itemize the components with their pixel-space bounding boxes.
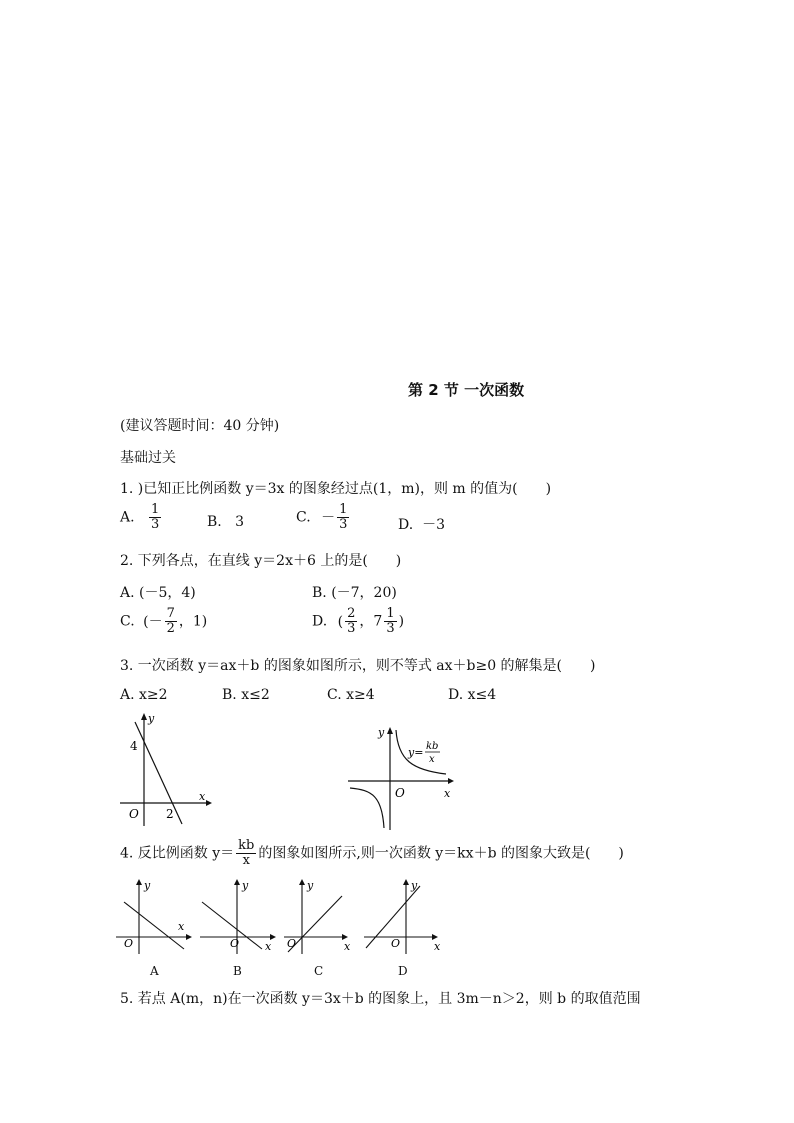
section-heading: 基础过关 <box>120 450 176 466</box>
question-4-stem <box>120 839 624 868</box>
question-2-option-b: B. (－7，20) <box>312 585 397 601</box>
y-intercept-label: 4 <box>130 739 138 753</box>
origin-label: O <box>230 937 240 950</box>
question-3-option-b: B. x≤2 <box>222 687 270 703</box>
x-axis-label: x <box>444 787 451 800</box>
option-d <box>398 514 445 534</box>
fraction-numerator: kb <box>238 838 255 853</box>
question-3-figure <box>110 708 220 828</box>
time-note: (建议答题时间：40 分钟) <box>120 418 280 434</box>
y-axis-label: y <box>148 712 155 725</box>
y-axis-label: y <box>144 879 151 892</box>
question-2-option-a: A. (－5，4) <box>120 585 196 601</box>
q4-option-d-label: D <box>398 964 408 978</box>
option-b <box>207 514 244 530</box>
fraction-numerator: 1 <box>151 502 160 517</box>
fraction-denominator: x <box>242 853 250 868</box>
option-line <box>288 896 342 952</box>
option-d-fraction-1 <box>345 607 357 636</box>
question-2-option-c <box>120 607 207 636</box>
option-c-open: (－ <box>143 613 163 630</box>
x-axis-label: x <box>265 940 272 953</box>
question-2-option-d <box>312 607 404 636</box>
fraction-numerator: 2 <box>347 606 356 621</box>
question-1-options <box>120 503 163 532</box>
option-d-close: ) <box>398 613 405 630</box>
option-a-fraction <box>149 503 161 532</box>
q4-option-a-graph <box>112 876 198 956</box>
question-2-stem: 2. 下列各点，在直线 y＝2x＋6 上的是( ) <box>120 553 402 569</box>
option-c <box>296 503 351 532</box>
question-3-option-c: C. x≥4 <box>327 687 375 703</box>
q4-option-b-label: B <box>233 964 242 978</box>
question-1-stem: 1. )已知正比例函数 y＝3x 的图象经过点(1，m)，则 m 的值为( ) <box>120 481 552 497</box>
section-title: 第 2 节 一次函数 <box>408 381 525 399</box>
fraction-denominator: 3 <box>347 621 356 636</box>
y-axis-arrow <box>387 727 393 734</box>
option-c-tail: ，1) <box>178 613 208 630</box>
question-3-option-a: A. x≥2 <box>120 687 168 703</box>
question-4-fraction <box>236 839 256 868</box>
q4-option-c-graph <box>280 876 360 956</box>
y-axis-arrow <box>299 879 305 885</box>
y-axis-arrow <box>234 879 240 885</box>
x-axis-arrow <box>206 800 212 806</box>
q4-option-a-label: A <box>150 964 159 978</box>
origin-label: O <box>129 807 139 821</box>
fraction-denominator: 3 <box>151 517 160 532</box>
option-d-text: －3 <box>422 517 446 533</box>
fraction-numerator: 1 <box>339 502 348 517</box>
question-3-stem: 3. 一次函数 y＝ax＋b 的图象如图所示，则不等式 ax＋b≥0 的解集是( ) <box>120 658 596 674</box>
origin-label: O <box>287 937 297 950</box>
option-d-open: ( <box>337 613 344 630</box>
fraction-denominator: 2 <box>166 621 175 636</box>
fraction-numerator: 1 <box>386 606 395 621</box>
option-b-text: 3 <box>235 514 245 530</box>
equation-prefix: y= <box>408 746 424 759</box>
q4-option-d-graph <box>360 876 446 956</box>
hyperbola-branch-2 <box>350 788 384 828</box>
option-c-label: C. <box>120 613 135 630</box>
x-intercept-label: 2 <box>166 807 174 821</box>
hyperbola-figure <box>342 720 462 835</box>
q4-option-b-graph <box>196 876 282 956</box>
option-d-mid: ，7 <box>359 613 383 630</box>
option-c-label: C. <box>296 509 311 526</box>
x-axis-label: x <box>344 940 351 953</box>
equation-denominator: x <box>429 754 435 765</box>
question-4-prefix: 4. 反比例函数 y＝ <box>120 845 235 862</box>
fraction-denominator: 3 <box>386 621 395 636</box>
y-axis-arrow <box>403 879 409 885</box>
x-axis-label: x <box>178 920 185 933</box>
x-axis-label: x <box>199 790 206 803</box>
option-d-fraction-2 <box>384 607 396 636</box>
x-axis-label: x <box>434 940 441 953</box>
x-axis-arrow <box>448 778 454 784</box>
origin-label: O <box>395 786 405 800</box>
fraction-denominator: 3 <box>339 517 348 532</box>
option-c-fraction <box>337 503 349 532</box>
origin-label: O <box>124 937 134 950</box>
y-axis-label: y <box>307 879 314 892</box>
option-d-label: D. <box>398 517 414 533</box>
y-axis-arrow <box>136 879 142 885</box>
fraction-numerator: 7 <box>166 606 175 621</box>
y-axis-arrow <box>141 713 147 720</box>
x-axis-arrow <box>186 934 192 940</box>
y-axis-label: y <box>378 726 385 739</box>
y-axis-label: y <box>242 879 249 892</box>
question-4-suffix: 的图象如图所示,则一次函数 y＝kx＋b 的图象大致是( ) <box>258 845 624 862</box>
option-b-label: B. <box>207 514 222 530</box>
option-d-label: D. <box>312 613 328 630</box>
option-c-fraction <box>165 607 177 636</box>
function-line <box>135 722 182 824</box>
option-c-sign: － <box>321 509 336 526</box>
origin-label: O <box>391 937 401 950</box>
q4-option-c-label: C <box>314 964 324 978</box>
question-3-option-d: D. x≤4 <box>448 687 497 703</box>
equation-numerator: kb <box>426 741 439 752</box>
y-axis-label: y <box>411 879 418 892</box>
option-a-label: A. <box>120 509 135 526</box>
question-5-stem: 5. 若点 A(m，n)在一次函数 y＝3x＋b 的图象上，且 3m－n＞2，则 b 的取值范围 <box>120 991 641 1007</box>
